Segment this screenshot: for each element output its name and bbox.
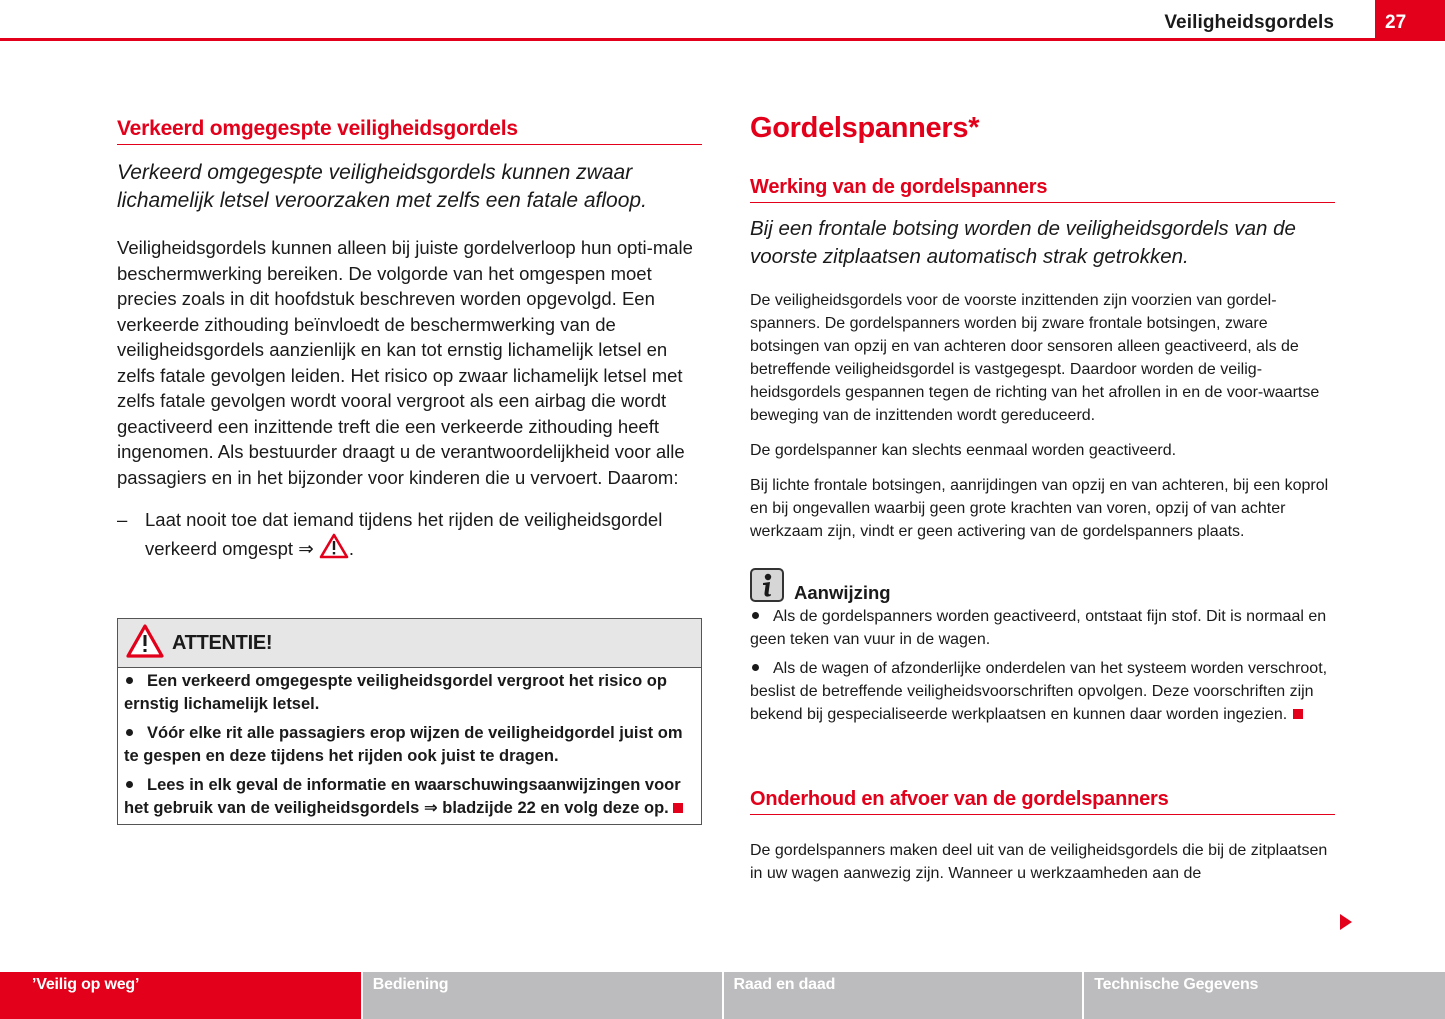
info-icon	[750, 568, 784, 602]
bullet-icon	[126, 677, 133, 684]
note-item	[750, 657, 1335, 726]
tab-bediening[interactable]: Bediening	[363, 972, 722, 1019]
dash-item-text: Laat nooit toe dat iemand tijdens het rijden de veiligheidsgordel verkeerd omgespt	[145, 509, 663, 559]
note-header	[750, 568, 1335, 602]
chapter-title: Gordelspanners*	[750, 112, 980, 144]
page-number-box	[1375, 0, 1445, 41]
page-number: 27	[1385, 12, 1407, 33]
end-of-section-square-icon	[1293, 709, 1303, 719]
lead-text: Bij een frontale botsing worden de veiligheidsgordels van de voorste zitplaatsen automatisch strak getrokken.	[750, 217, 1296, 268]
bullet-icon	[752, 664, 759, 671]
header-rule	[0, 38, 1445, 41]
note-title: Aanwijzing	[794, 582, 891, 603]
attention-header	[118, 619, 701, 668]
dash-marker: –	[117, 509, 128, 530]
dash-list-item	[117, 507, 702, 565]
attention-item	[124, 774, 695, 820]
attention-title: ATTENTIE!	[172, 631, 273, 654]
warning-triangle-icon[interactable]	[319, 533, 349, 566]
bullet-icon	[126, 781, 133, 788]
note-item-text: Als de gordelspanners worden geactiveerd, ontstaat fijn stof. Dit is normaal en geen teken van vuur in de wagen.	[750, 608, 1327, 648]
running-header-title: Veiligheidsgordels	[1164, 12, 1334, 33]
attention-item-text: Vóór elke rit alle passagiers erop wijzen de veiligheidgordel juist om te gespen en deze tijdens het rijden ook juist te dragen.	[124, 724, 683, 765]
reference-arrow: ⇒	[298, 537, 314, 559]
page-reference-link[interactable]: bladzijde 22 en volg deze op.	[442, 799, 669, 817]
body-paragraph: De gordelspanners maken deel uit van de veiligheidsgordels die bij de zitplaatsen in uw wagen aanwezig zijn. Wanneer u werkzaamheden aan de	[750, 842, 1328, 882]
chapter-tabs	[0, 972, 1445, 1019]
dash-item-suffix: .	[348, 537, 355, 559]
attention-item-text: Lees in elk geval de informatie en waarschuwingsaanwijzingen voor het gebruik van de veiligheidsgordels	[124, 776, 681, 817]
left-column	[117, 117, 702, 565]
tab-raad-en-daad[interactable]: Raad en daad	[724, 972, 1083, 1019]
section-heading-operation: Werking van de gordelspanners	[750, 176, 1335, 203]
attention-item-text: Een verkeerd omgegespte veiligheidsgordel vergroot het risico op ernstig lichamelijk letsel.	[124, 672, 667, 713]
bullet-icon	[126, 729, 133, 736]
right-column	[750, 112, 1335, 885]
section-heading-maintenance: Onderhoud en afvoer van de gordelspanners	[750, 788, 1335, 815]
body-paragraph: Veiligheidsgordels kunnen alleen bij juiste gordelverloop hun opti-male beschermwerking bereiken. De volgorde van het omgespen moet precies zoals in dit hoofdstuk beschreven worden opgevolgd. Een verkeerde zithouding beïnvloedt de beschermwerking van de veiligheidsgordels aanzienlijk en kan tot ernstig lichamelijk letsel en zelfs fatale gevolgen leiden. Het risico op zwaar lichamelijk letsel met zelfs fatale gevolgen wordt vooral vergroot als een airbag die wordt geactiveerd een inzittende treft die een verkeerde zithouding heeft ingenomen. Als bestuurder draagt u de verantwoordelijkheid voor alle passagiers en in het bijzonder voor kinderen die u vervoert. Daarom:	[117, 237, 693, 488]
body-paragraph: De veiligheidsgordels voor de voorste inzittenden zijn voorzien van gordel-spanners. De gordelspanners worden bij zware frontale botsingen, zware botsingen van opzij en van achteren door sensoren alleen geactiveerd, als de betreffende veiligheidsgordel is vastgegespt. Daardoor worden de veilig-heidsgordels gespannen tegen de richting van het afrollen in en de voor-waartse beweging van de inzittenden wordt gereduceerd.	[750, 292, 1320, 424]
attention-box	[117, 618, 702, 825]
note-item	[750, 605, 1335, 651]
end-of-section-square-icon	[673, 803, 683, 813]
continue-arrow-icon[interactable]	[1340, 914, 1352, 930]
note-item-text: Als de wagen of afzonderlijke onderdelen van het systeem worden verschroot, beslist de betreffende veiligheidsvoorschriften opvolgen. Deze voorschriften zijn bekend bij gespecialiseerde werkplaatsen en kunnen daar worden ingezien.	[750, 660, 1328, 723]
reference-arrow: ⇒	[423, 799, 438, 817]
dash-item-content	[145, 507, 702, 565]
tab-technische-gegevens[interactable]: Technische Gegevens	[1084, 972, 1445, 1019]
lead-text: Verkeerd omgegespte veiligheidsgordels kunnen zwaar lichamelijk letsel veroorzaken met zelfs een fatale afloop.	[117, 161, 647, 212]
note-list	[750, 605, 1335, 726]
tab-veilig-op-weg[interactable]: ’Veilig op weg’	[0, 972, 361, 1019]
section-heading-wrong-belts: Verkeerd omgegespte veiligheidsgordels	[117, 117, 702, 145]
bullet-icon	[752, 612, 759, 619]
body-paragraph: Bij lichte frontale botsingen, aanrijdingen van opzij en van achteren, bij een koprol en bij ongevallen waarbij geen grote krachten van voren, opzij of van achter werkzaam zijn, vindt er geen activering van de gordelspanners plaats.	[750, 477, 1329, 540]
attention-item	[124, 722, 695, 768]
body-paragraph: De gordelspanner kan slechts eenmaal worden geactiveerd.	[750, 442, 1177, 459]
attention-item	[124, 670, 695, 716]
warning-triangle-icon	[126, 624, 164, 663]
attention-list	[118, 668, 701, 824]
